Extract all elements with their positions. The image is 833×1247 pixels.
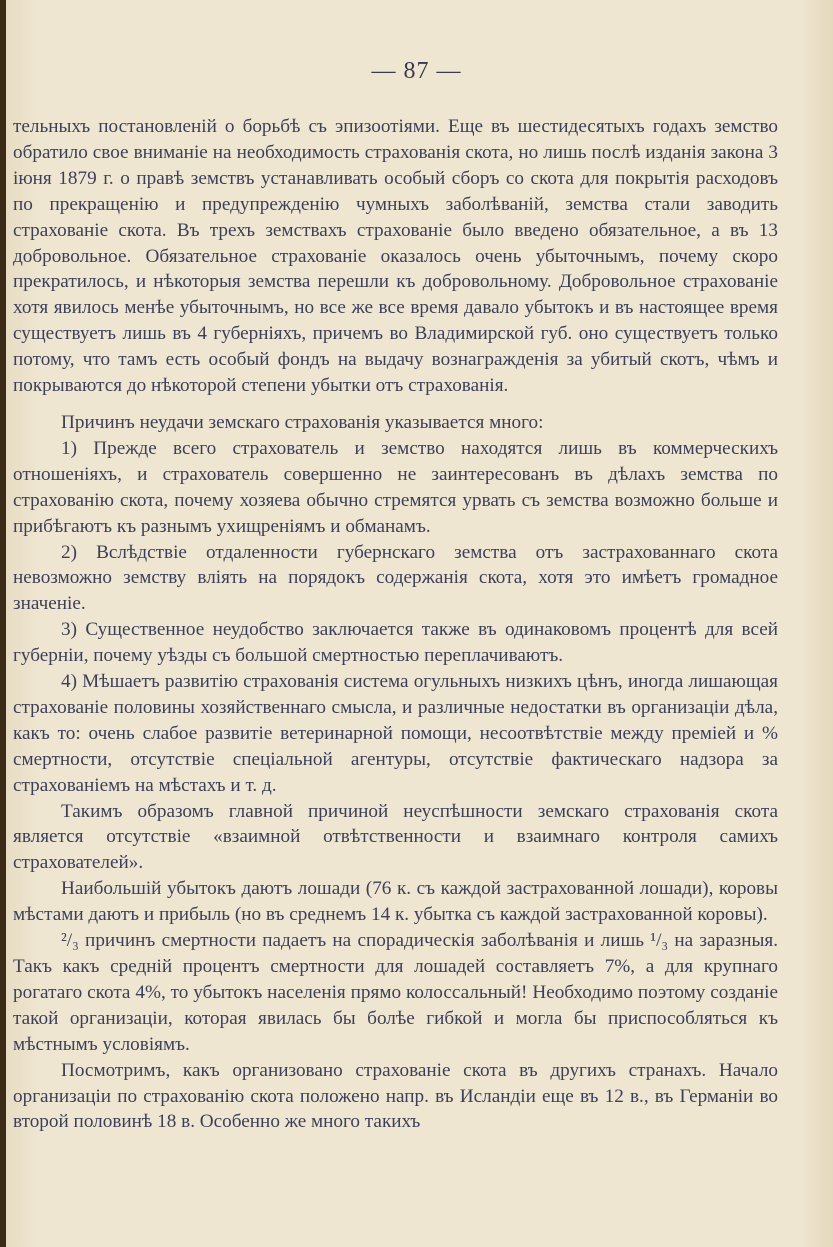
paragraph: ²/₃ причинъ смертности падаетъ на спорадическія заболѣванія и лишь ¹/₃ на заразныя. Такъ какъ средній процентъ смертности для лошадей составляетъ 7%, а для крупнаго рогатаго скота 4%, то убытокъ населенія прямо колоссальный! Необходимо поэтому созданіе такой организаціи, которая явилась бы болѣе гибкой и могла бы приспособляться къ мѣстнымъ условіямъ.	[13, 930, 778, 1055]
list-item: 2) Вслѣдствіе отдаленности губернскаго земства отъ застрахованнаго скота невозможно земству вліять на порядокъ содержанія скота, хотя это имѣетъ громадное значеніе.	[13, 541, 778, 615]
paragraph: тельныхъ постановленій о борьбѣ съ эпизоотіями. Еще въ шестидесятыхъ годахъ земство обратило свое вниманіе на необходимость страхованія скота, но лишь послѣ изданія закона 3 іюня 1879 г. о правѣ земствъ устанавливать особый сборъ со скота для покрытія расходовъ по прекращенію и предупрежденію чумныхъ заболѣваній, земства стали заводить страхованіе скота. Въ трехъ земствахъ страхованіе было введено обязательное, а въ 13 добровольное. Обязательное страхованіе оказалось очень убыточнымъ, почему скоро прекратилось, и нѣкоторыя земства перешли къ добровольному. Добровольное страхованіе хотя явилось менѣе убыточнымъ, но все же все время давало убытокъ и въ настоящее время существуетъ лишь въ 4 губерніяхъ, причемъ во Владимирской губ. оно существуетъ только потому, что тамъ есть особый фондъ на выдачу вознагражденія за убитый скотъ, чѣмъ и покрываются до нѣкоторой степени убытки отъ страхованія.	[13, 116, 778, 397]
list-item: 1) Прежде всего страхователь и земство находятся лишь въ коммерческихъ отношеніяхъ, и страхователь совершенно не заинтересованъ въ дѣлахъ земства по страхованію скота, почему хозяева обычно стремятся урвать съ земства возможно больше и прибѣгаютъ къ разнымъ ухищреніямъ и обманамъ.	[13, 437, 778, 537]
page-binding-edge	[0, 0, 6, 1247]
paragraph: Наибольшій убытокъ даютъ лошади (76 к. съ каждой застрахованной лошади), коровы мѣстами даютъ и прибыль (но въ среднемъ 14 к. убытка съ каждой застрахованной коровы).	[13, 878, 778, 926]
body-text	[13, 114, 778, 1135]
paragraph: Посмотримъ, какъ организовано страхованіе скота въ другихъ странахъ. Начало организаціи по страхованію скота положено напр. въ Исландіи еще въ 12 в., въ Германіи во второй половинѣ 18 в. Особенно же много такихъ	[13, 1059, 778, 1133]
list-item: 4) Мѣшаетъ развитію страхованія система огульныхъ низкихъ цѣнъ, иногда лишающая страхованіе половины хозяйственнаго смысла, и различные недостатки въ организаціи дѣла, какъ то: очень слабое развитіе ветеринарной помощи, несоотвѣтствіе между преміей и % смертности, отсутствіе спеціальной агентуры, отсутствіе фактическаго надзора за страхованіемъ на мѣстахъ и т. д.	[13, 671, 778, 796]
page-number: — 87 —	[371, 58, 462, 84]
paragraph: Такимъ образомъ главной причиной неуспѣшности земскаго страхованія скота является отсутствіе «взаимной отвѣтственности и взаимнаго контроля самихъ страхователей».	[13, 800, 778, 874]
paragraph: Причинъ неудачи земскаго страхованія указывается много:	[61, 411, 544, 433]
list-item: 3) Существенное неудобство заключается также въ одинаковомъ процентѣ для всей губерніи, почему уѣзды съ большой смертностью переплачиваютъ.	[13, 619, 778, 667]
